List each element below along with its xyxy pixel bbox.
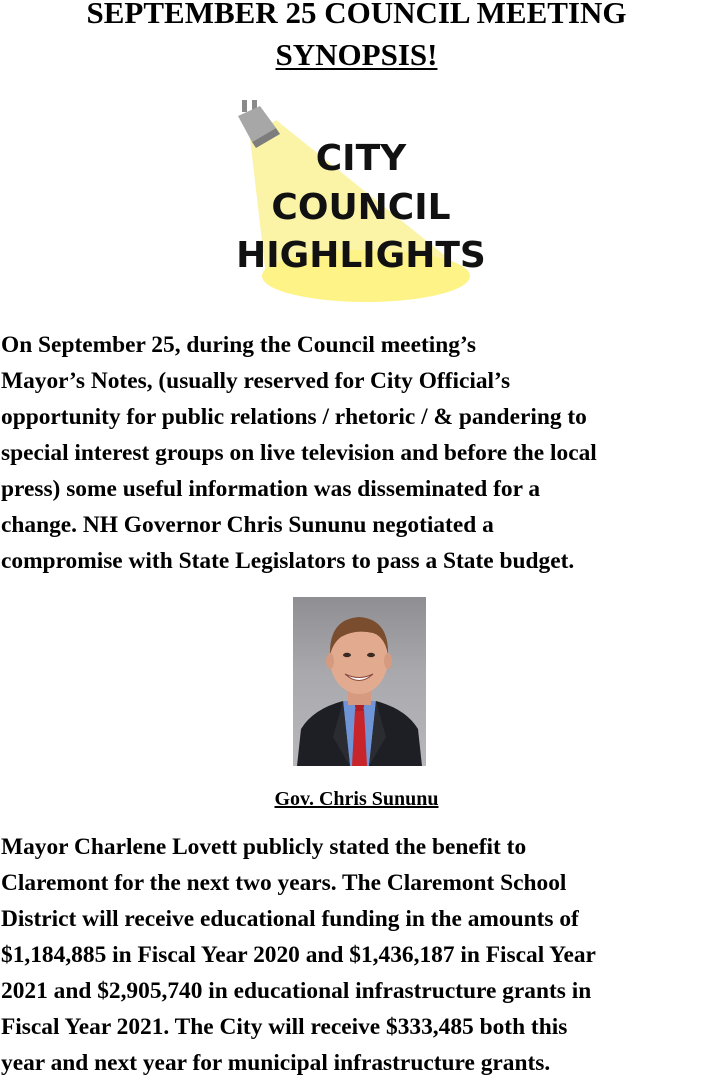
page-title: SEPTEMBER 25 COUNCIL MEETING: [86, 0, 627, 30]
logo-word-highlights: HIGHLIGHTS: [236, 235, 486, 276]
photo-caption: Gov. Chris Sununu: [274, 788, 439, 810]
logo-word-council: COUNCIL: [271, 187, 451, 228]
city-council-highlights-logo: [228, 98, 490, 308]
article-paragraph-2: Mayor Charlene Lovett publicly stated the benefit to Claremont for the next two years. The Claremont School District will receive educational funding in the amounts of $1,184,885 in Fiscal Year 2020 and $1,436,187 in Fiscal Year 2021 and $2,905,740 in educational infrastructure grants in Fiscal Year 2021. The City will receive $333,485 both this year and next year for municipal infrastructure grants.: [1, 834, 596, 1076]
governor-portrait-photo: [293, 597, 426, 766]
logo-word-city: CITY: [315, 138, 407, 179]
page-subtitle: SYNOPSIS!: [275, 37, 438, 72]
article-paragraph-1: On September 25, during the Council meeting’s Mayor’s Notes, (usually reserved for City Official’s opportunity for public relations / rhetoric / & pandering to special interest groups on live television and before the local press) some useful information was disseminated for a change. NH Governor Chris Sununu negotiated a compromise with State Legislators to pass a State budget.: [1, 332, 597, 574]
